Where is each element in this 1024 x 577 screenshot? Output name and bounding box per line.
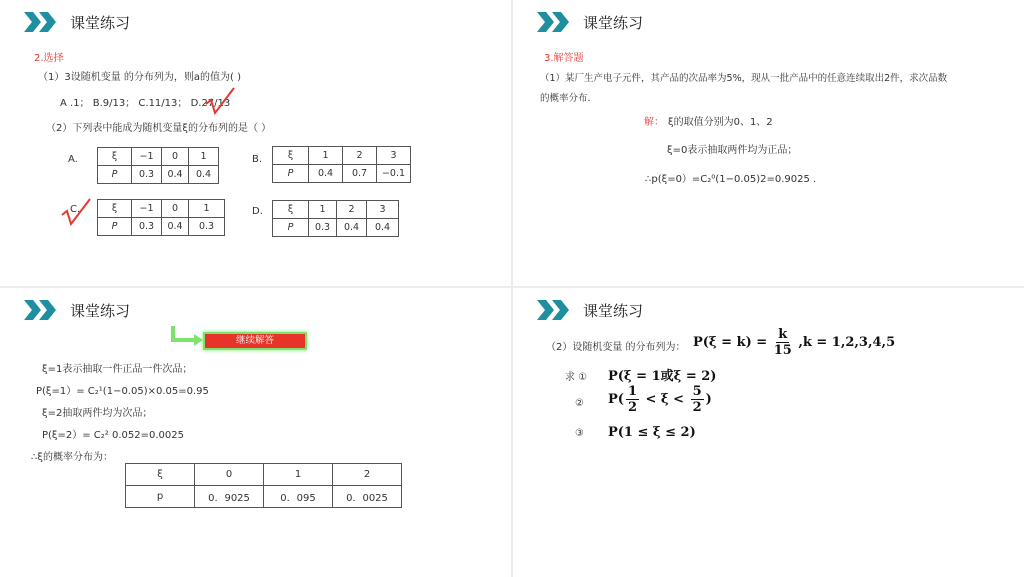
slide-title: 课堂练习 (583, 301, 644, 320)
solution-line: ξ=1表示抽取一件正品一件次品； (42, 364, 193, 375)
answer-line-1: ξ的取值分别为0、1、2 (668, 117, 773, 128)
answer-line-3: ∴p(ξ=0）=C₂⁰(1−0.05)2=0.9025 . (645, 174, 817, 185)
table-cell: P (98, 166, 132, 184)
table-cell: 2 (337, 201, 367, 219)
item-3-label: ③ (575, 428, 584, 439)
fraction-numerator: k (778, 327, 788, 342)
question-item-3: P(1 ≤ ξ ≤ 2) (608, 425, 696, 440)
table-cell: p (126, 486, 195, 508)
table-cell: −1 (132, 148, 162, 166)
double-chevron-icon (24, 12, 60, 32)
table-cell: P (273, 165, 309, 183)
table-cell: 1 (189, 200, 225, 218)
double-chevron-icon (537, 12, 573, 32)
fraction-denominator: 15 (773, 343, 792, 358)
table-cell: ξ (98, 148, 132, 166)
table-cell: 0.7 (343, 165, 377, 183)
table-cell: ξ (126, 464, 195, 486)
item-2-prefix: P( (608, 392, 624, 407)
slide-4[interactable] (513, 288, 1024, 577)
double-chevron-icon (537, 300, 573, 320)
slide-1[interactable] (0, 0, 511, 286)
table-cell: 0.4 (367, 219, 399, 237)
table-d (272, 200, 399, 237)
table-cell: 0.4 (337, 219, 367, 237)
distribution-formula (693, 328, 895, 357)
item-2-suffix: ) (705, 392, 712, 407)
table-cell: 0．0025 (333, 486, 402, 508)
table-a (97, 147, 219, 184)
table-cell: 3 (377, 147, 411, 165)
question-1: （1）3设随机变量 的分布列为，则a的值为( ) (38, 72, 242, 83)
answer-prefix: 解： (644, 117, 664, 128)
table-label-d: D. (252, 206, 263, 217)
table-cell: 2 (333, 464, 402, 486)
formula-lhs: P(ξ = k) = (693, 335, 768, 350)
table-cell: 0 (195, 464, 264, 486)
arrow-right-icon (170, 326, 204, 346)
question-line-1: （1）某厂生产电子元件，其产品的次品率为5%，现从一批产品中的任意连续取出2件，求次品数 (540, 73, 948, 84)
table-cell: 0 (162, 200, 189, 218)
table-cell: 2 (343, 147, 377, 165)
table-label-a: A. (68, 154, 78, 165)
table-cell: P (273, 219, 309, 237)
ask-label: 求 ① (565, 372, 588, 383)
slide-header (24, 298, 130, 322)
table-cell: P (98, 218, 132, 236)
formula-rhs: ,k = 1,2,3,4,5 (798, 335, 896, 350)
table-cell: 1 (189, 148, 219, 166)
table-cell: 0.4 (162, 166, 189, 184)
table-cell: −1 (132, 200, 162, 218)
question-item-1: P(ξ = 1或ξ = 2) (608, 369, 717, 384)
solution-line: P(ξ=1）= C₂¹(1−0.05)×0.05=0.95 (36, 386, 209, 397)
section-heading: 2.选择 (34, 53, 64, 64)
question-item-2 (608, 385, 712, 414)
table-cell: 3 (367, 201, 399, 219)
table-b (272, 146, 411, 183)
fraction-denominator: 2 (692, 400, 702, 415)
item-2-label: ② (575, 398, 584, 409)
checkmark-icon (204, 86, 238, 116)
question-2: （2）下列表中能成为随机变量ξ的分布列的是（ ） (46, 123, 272, 134)
solution-line: P(ξ=2）= C₂² 0.052=0.0025 (42, 430, 184, 441)
solution-line: ∴ξ的概率分布为： (31, 452, 113, 463)
fraction-denominator: 2 (627, 400, 637, 415)
slide-title: 课堂练习 (70, 301, 131, 320)
table-label-c: C. (70, 204, 81, 215)
distribution-table (125, 463, 402, 508)
table-cell: 0．095 (264, 486, 333, 508)
slide-header (24, 10, 130, 34)
slide-title: 课堂练习 (583, 13, 644, 32)
table-cell: 0.3 (309, 219, 337, 237)
slide-3[interactable] (0, 288, 511, 577)
table-cell: 0.3 (132, 166, 162, 184)
table-cell: ξ (98, 200, 132, 218)
slide-header (537, 298, 643, 322)
table-cell: ξ (273, 147, 309, 165)
table-label-b: B. (252, 154, 263, 165)
slide-header (537, 10, 643, 34)
table-cell: 1 (264, 464, 333, 486)
question-1-options: A .1； B.9/13； C.11/13； D.27/13 (60, 98, 231, 109)
table-cell: 0.3 (132, 218, 162, 236)
table-cell: 0 (162, 148, 189, 166)
table-c (97, 199, 225, 236)
double-chevron-icon (24, 300, 60, 320)
formula-fraction (774, 328, 792, 357)
section-heading: 3.解答题 (544, 53, 584, 64)
table-cell: 0．9025 (195, 486, 264, 508)
fraction-five-halves (691, 385, 704, 414)
fraction-numerator: 5 (692, 384, 702, 399)
table-cell: 0.4 (162, 218, 189, 236)
solution-line: ξ=2抽取两件均为次品； (42, 408, 153, 419)
table-cell: 1 (309, 201, 337, 219)
table-cell: 0.4 (309, 165, 343, 183)
table-cell: 0.3 (189, 218, 225, 236)
table-cell: 0.4 (189, 166, 219, 184)
question-prefix: （2）设随机变量 的分布列为： (546, 342, 686, 353)
table-cell: −0.1 (377, 165, 411, 183)
slide-title: 课堂练习 (70, 13, 131, 32)
fraction-one-half (626, 385, 639, 414)
continue-answer-button[interactable]: 继续解答 (203, 332, 307, 350)
table-cell: ξ (273, 201, 309, 219)
item-2-middle: < ξ < (645, 392, 685, 407)
question-line-2: 的概率分布. (540, 93, 591, 104)
table-cell: 1 (309, 147, 343, 165)
answer-line-2: ξ=0表示抽取两件均为正品； (667, 145, 798, 156)
slide-2[interactable] (513, 0, 1024, 286)
fraction-numerator: 1 (627, 384, 637, 399)
